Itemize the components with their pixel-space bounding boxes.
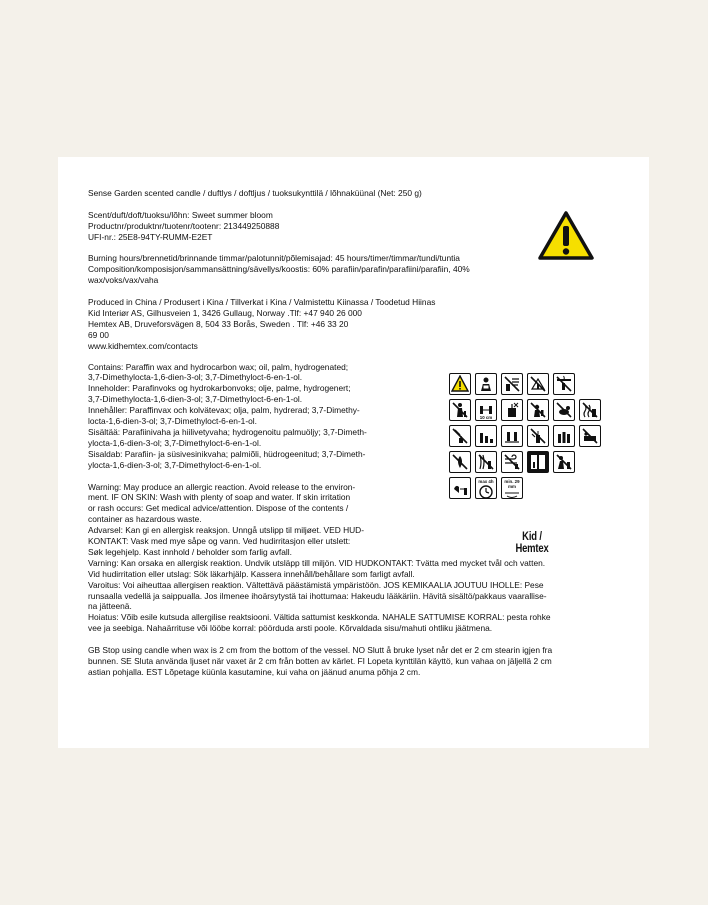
ufi-number: UFI-nr.: 25E8-94TY-RUMM-E2ET xyxy=(88,231,213,242)
contains-no: Inneholder: Parafinvoks og hydrokarbonvoks; olje, palme, hydrogenert; 3,7-Dimethylocta-1,6-dien-3-ol; 3,7-Dimethyloct-6-en-1-ol. xyxy=(88,383,351,405)
max-burn-time-icon: max 4h xyxy=(475,477,497,499)
warning-small-icon xyxy=(449,373,471,395)
candle-distance-icon: 10 cm xyxy=(475,399,497,421)
product-label xyxy=(58,157,649,748)
contains-en: Contains: Paraffin wax and hydrocarbon wax; oil, palm, hydrogenated; 3,7-Dimethylocta-1,6-dien-3-ol; 3,7-Dimethyloct-6-en-1-ol. xyxy=(88,361,349,383)
safety-icon-grid xyxy=(449,373,609,499)
no-unattended-icon xyxy=(449,399,471,421)
warning-fi: Varoitus: Voi aiheuttaa allergisen reaktion. Vältettävä päästämistä ympäristöön. JOS KEMIKAALIA JOUTUU IHOLLE: Pese runsaalla vedellä ja saippualla. Jos ilmenee ihoärsytystä tai ihottumaa: Hakeudu lääkäriin. Hävitä sisältö/pakkaus vaarallise- na jätteenä. xyxy=(88,579,547,612)
contains-ee: Sisaldab: Parafiin- ja süsivesinikvaha; palmiõli, hüdrogeenitud; 3,7-Dimeth- ylocta-1,6-dien-3-ol; 3,7-Dimethyloct-6-en-1-ol. xyxy=(88,448,366,470)
warning-en: Warning: May produce an allergic reaction. Avoid release to the environ- ment. IF ON SKIN: Wash with plenty of soap and water. If skin irritation or rash occurs: Get medical advice/attention. Dispose of the contents / container as hazardous waste. xyxy=(88,481,356,525)
no-wind-icon xyxy=(501,451,523,473)
no-shelf-icon xyxy=(553,373,575,395)
keep-away-dark-icon xyxy=(527,451,549,473)
trim-wick-icon xyxy=(501,399,523,421)
safety-icons-panel xyxy=(449,373,609,555)
composition: Composition/komposisjon/sammansättning/sävellys/koostis: 60% parafiin/parafin/parafiini/parafiin, 40% wax/voks/vax/vaha xyxy=(88,264,470,286)
no-flammable-objects-icon xyxy=(527,373,549,395)
no-draft-icon xyxy=(501,373,523,395)
website: www.kidhemtex.com/contacts xyxy=(88,340,198,351)
address-hemtex: Hemtex AB, Druveforsvägen 8, 504 33 Borås, Sweden . Tlf: +46 33 20 69 00 xyxy=(88,318,349,340)
no-children-icon xyxy=(527,399,549,421)
min-pool-diameter-icon: min. 29 mm xyxy=(501,477,523,499)
no-sleeping-icon xyxy=(579,425,601,447)
produced-in: Produced in China / Produsert i Kina / Tillverkat i Kina / Valmistettu Kiinassa / Toodetud Hiinas xyxy=(88,297,436,308)
burning-hours: Burning hours/brennetid/brinnande timmar/palotunnit/põlemisajad: 45 hours/timer/timmar/tundi/tuntia xyxy=(88,253,460,264)
warning-triangle-icon xyxy=(538,211,594,261)
address-kid: Kid Interiør AS, Gilhusveien 1, 3426 Gullaug, Norway .Tlf: +47 940 26 000 xyxy=(88,307,362,318)
no-candle-drink-icon xyxy=(553,451,575,473)
no-fire-near-icon xyxy=(449,451,471,473)
no-near-curtains-icon xyxy=(475,451,497,473)
stop-notice: GB Stop using candle when wax is 2 cm from the bottom of the vessel. NO Slutt å bruke lyset når det er 2 cm stearin igjen fra bunnen. SE Sluta använda ljuset när vaxet är 2 cm från botten av kärlet. FI Lopeta kynttilän käyttö, kun vahaa on jäljellä 2 cm astian pohjalla. EST Lõpetage küünla kasutamine, kui vaha on jäänud anuma põhja 2 cm. xyxy=(88,645,553,677)
read-instructions-icon xyxy=(475,373,497,395)
contains-fi: Sisältää: Parafiinivaha ja hiilivetyvaha; hydrogenoitu palmuöljy; 3,7-Dimeth- ylocta-1,6-dien-3-ol; 3,7-Dimethyloct-6-en-1-ol. xyxy=(88,426,367,448)
scent-line: Scent/duft/doft/tuoksu/lõhn: Sweet summer bloom xyxy=(88,209,273,220)
label-title: Sense Garden scented candle / duftlys / doftljus / tuoksukynttilä / lõhnaküünal (Net: 250 g) xyxy=(88,188,422,198)
no-pets-icon xyxy=(553,399,575,421)
no-blowing-icon xyxy=(449,477,471,499)
warning-se: Varning: Kan orsaka en allergisk reaktion. Undvik utsläpp till miljön. VID HUDKONTAKT: Tvätta med mycket tvål och vatten. Vid hudirritation eller utslag: Sök läkarhjälp. Kassera innehåll/behållare som farligt avfall. xyxy=(88,557,546,579)
candle-group-icon xyxy=(553,425,575,447)
contains-se: Innehåller: Paraffinvax och kolvätevax; olja, palm, hydrerad; 3,7-Dimethy- locta-1,6-dien-3-ol; 3,7-Dimethyloct-6-en-1-ol. xyxy=(88,405,360,427)
heat-source-icon xyxy=(579,399,601,421)
burning-time-icon xyxy=(475,425,497,447)
warning-no: Advarsel: Kan gi en allergisk reaksjon. Unngå utslipp til miljøet. VED HUD- KONTAKT: Vask med mye såpe og vann. Ved hudirritasjon eller utslett: Søk legehjelp. Kast innhold / beholder som farlig avfall. xyxy=(88,525,365,557)
no-water-extinguish-icon xyxy=(449,425,471,447)
brand-logo: Kid / Hemtex xyxy=(515,531,549,555)
upright-surface-icon xyxy=(501,425,523,447)
no-move-lit-icon xyxy=(527,425,549,447)
warning-ee: Hoiatus: Võib esile kutsuda allergilise reaktsiooni. Vältida sattumist keskkonda. NAHALE SATTUMISE KORRAL: pesta rohke vee ja seebiga. Nahaärrituse või lööbe korral: pöörduda arsti poole. Kõrvaldada sisu/mahuti ohtliku jäätmena. xyxy=(88,612,551,634)
product-number: Productnr/produktnr/tuotenr/tootenr: 213449250888 xyxy=(88,220,280,231)
